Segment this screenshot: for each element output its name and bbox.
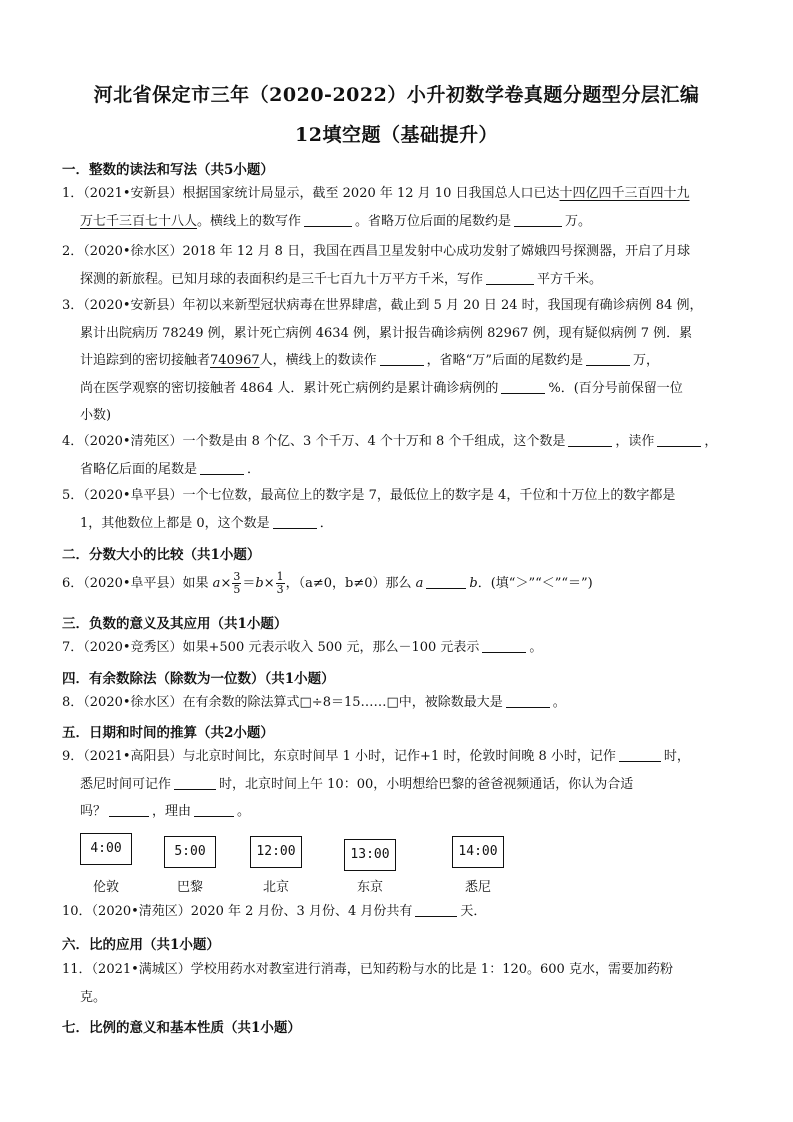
section-heading-6: 六．比的应用（共1小题） (62, 937, 220, 953)
question-1: 1．（2021•安新县）根据国家统计局显示，截至 2020 年 12 月 10 日我国总人口已达十四亿四千三百四十九 万七千三百七十八人。横线上的数写作 。省略万位后面的尾数约是 万。 (62, 186, 690, 229)
city-label-tokyo: 东京 (356, 880, 383, 895)
question-10: 10．（2020•清苑区）2020 年 2 月份、3 月份、4 月份共有 天． (62, 904, 487, 919)
question-8: 8．（2020•徐水区）在有余数的除法算式□÷8＝15……□中，被除数最大是 。 (62, 695, 566, 710)
answer-blank[interactable] (380, 351, 424, 366)
question-2: 2．（2020•徐水区）2018 年 12 月 8 日，我国在西昌卫星发射中心成功发射了嫦娥四号探测器，开启了月球 探测的新旅程。已知月球的表面积约是三千七百九十万平方千米，写作 平方千米。 (62, 244, 691, 287)
underlined-number-text: 740967 (210, 353, 260, 368)
answer-blank[interactable] (619, 747, 661, 762)
answer-blank[interactable] (568, 432, 612, 447)
section-heading-3: 三．负数的意义及其应用（共1小题） (62, 616, 288, 632)
question-9: 9．（2021•高阳县）与北京时间比，东京时间早 1 小时，记作+1 时，伦敦时间晚 8 小时，记作 时， 悉尼时间可记作 时，北京时间上午 10：00，小明想给巴黎的爸爸视频通话，你认为合适 吗？ ，理由 。 (62, 749, 690, 819)
clock-sydney: 14:00 (452, 836, 504, 868)
answer-blank[interactable] (174, 775, 216, 790)
question-6: 6．（2020•阜平县）如果 a× $\frac{3}{5}$ ＝b× $\frac{1}{3}$ ，（a≠0，b≠0）那么 a b．(填“＞”“＜”“＝”) (62, 570, 593, 596)
city-label-london: 伦敦 (92, 880, 119, 895)
clock-tokyo: 13:00 (344, 839, 396, 871)
answer-blank[interactable] (482, 638, 526, 653)
fraction: $\frac{1}{3}$ (276, 570, 284, 596)
city-label-beijing: 北京 (262, 880, 289, 895)
section-heading-2: 二．分数大小的比较（共1小题） (62, 547, 261, 563)
section-heading-5: 五．日期和时间的推算（共2小题） (62, 725, 274, 741)
answer-blank[interactable] (194, 802, 234, 817)
answer-blank[interactable] (586, 351, 630, 366)
answer-blank[interactable] (415, 902, 457, 917)
city-label-paris: 巴黎 (176, 880, 203, 895)
answer-blank[interactable] (273, 514, 317, 529)
question-5: 5．（2020•阜平县）一个七位数，最高位上的数字是 7，最低位上的数字是 4，千位和十万位上的数字都是 1，其他数位上都是 0，这个数是 ． (62, 488, 676, 531)
city-label-sydney: 悉尼 (464, 880, 491, 895)
question-3: 3．（2020•安新县）年初以来新型冠状病毒在世界肆虐，截止到 5 月 20 日 24 时，我国现有确诊病例 84 例， 累计出院病历 78249 例，累计死亡病例 4634 例，累计报告确诊病例 82967 例，现有疑似病例 7 例．累 计追踪到的密切接触者740967人，横线上的数读作 ，省略“万”后面的尾数约是 万， 尚在医学观察的密切接触者 4864 人．累计死亡病例约是累计确诊病例的 %．(百分号前保留一位 小数) (62, 298, 703, 423)
answer-blank[interactable] (657, 432, 701, 447)
underlined-number-text: 十四亿四千三百四十九 (559, 186, 690, 201)
section-heading-7: 七．比例的意义和基本性质（共1小题） (62, 1020, 301, 1036)
section-heading-1: 一．整数的读法和写法（共5小题） (62, 162, 274, 178)
answer-blank[interactable] (486, 270, 534, 285)
page-title: 河北省保定市三年（2020-2022）小升初数学卷真题分题型分层汇编 (93, 84, 700, 106)
question-11: 11．（2021•满城区）学校用药水对教室进行消毒，已知药粉与水的比是 1：120。600 克水，需要加药粉 克。 (62, 962, 673, 1005)
underlined-number-text-cont: 万七千三百七十八人 (80, 213, 198, 229)
question-4: 4．（2020•清苑区）一个数是由 8 个亿、3 个千万、4 个十万和 8 个千组成，这个数是 ，读作 ， 省略亿后面的尾数是 ． (62, 434, 718, 477)
answer-blank[interactable] (501, 379, 545, 394)
answer-blank[interactable] (506, 693, 550, 708)
clock-london: 4:00 (80, 833, 132, 865)
page-subtitle: 12填空题（基础提升） (295, 124, 498, 146)
answer-blank[interactable] (426, 574, 466, 589)
clock-paris: 5:00 (164, 836, 216, 868)
question-7: 7．（2020•竞秀区）如果+500 元表示收入 500 元，那么－100 元表示 。 (62, 640, 543, 655)
clock-beijing: 12:00 (250, 836, 302, 868)
answer-blank[interactable] (200, 460, 244, 475)
section-heading-4: 四．有余数除法（除数为一位数）（共1小题） (62, 671, 335, 687)
answer-blank[interactable] (109, 802, 149, 817)
answer-blank[interactable] (514, 212, 562, 227)
answer-blank[interactable] (304, 212, 352, 227)
fraction: $\frac{3}{5}$ (233, 570, 241, 596)
